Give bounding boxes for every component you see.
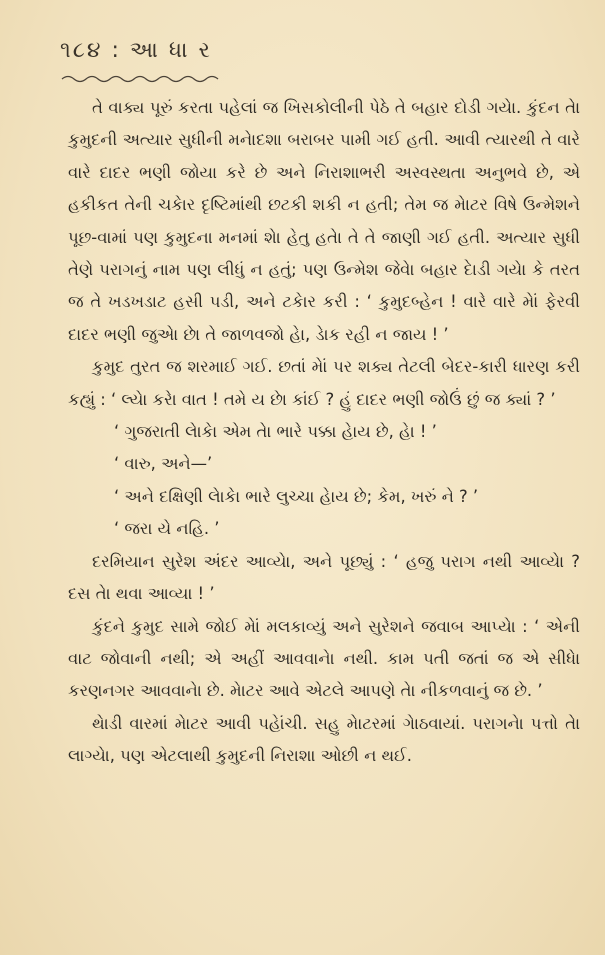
dialogue-line: ‘ ગુજરાતી લેાકેા એમ તેા ભારે પક્કા હેાય છે, હેા ! ’ bbox=[114, 422, 437, 442]
paragraph: કુમુદ તુરત જ શરમાઈ ગઈ. છતાં મેાં પર શક્ય તેટલી બેદર-કારી ધારણ કરી કહ્યું : ‘ લ્યેા કરેા વાત ! તમે ય છેા કાંઈ ? હું દાદર ભણી જોઉં છું જ ક્યાં ? ’ bbox=[68, 357, 580, 409]
paragraph: થેાડી વારમાં મેાટર આવી પહેાંચી. સહુ મેાટરમાં ગેાઠવાયાં. પરાગનેા પત્તો તેા લાગ્યેા, પણ એટલાથી કુમુદની નિરાશા ઓછી ન થઈ. bbox=[68, 713, 580, 766]
paragraph: તે વાક્ય પૂરું કરતા પહેલાં જ ખિસકોલીની પેઠે તે બહાર દોડી ગયેા. કુંદન તેા કુમુદની અત્યાર સુધીની મનેાદશા બરાબર પામી ગઈ હતી. આવી ત્યારથી તે વારે વારે દાદર ભણી જોયા કરે છે અને નિરાશાભરી અસ્વસ્થતા અનુભવે છે, એ હકીકત તેની ચકેાર દૃષ્ટિમાંથી છટકી શકી ન હતી; તેમ જ મેાટર વિષે ઉન્મેશને પૂછ-વામાં પણ કુમુદના મનમાં શેા હેતુ હતેા તે તે જાણી ગઈ હતી. અત્યાર સુધી તેણે પરાગનું નામ પણ લીધું ન હતું; પણ ઉન્મેશ જેવેા બહાર દેાડી ગયેા કે તરત જ તે ખડખડાટ હસી પડી, અને ટકેાર કરી : ‘ કુમુદબ્હેન ! વારે વારે મેાં ફેરવી દાદર ભણી જુએા છેા તે જાળવજો હેા, ડેાક રહી ન જાય ! ’ bbox=[68, 98, 580, 344]
body-text bbox=[68, 92, 580, 773]
decorative-underline bbox=[60, 74, 220, 84]
dialogue-line: ‘ વારુ, અને—’ bbox=[114, 454, 213, 474]
page-header bbox=[60, 38, 480, 98]
dialogue-line: ‘ અને દક્ષિણી લેાકેા ભારે લુચ્ચા હેાય છે; કેમ, ખરું ને ? ’ bbox=[114, 486, 479, 506]
running-head: ૧૮૪ : આ ધા ર bbox=[60, 38, 212, 63]
dialogue-line: ‘ જરા યે નહિ. ’ bbox=[114, 519, 220, 539]
paragraph: કુંદને કુમુદ સામે જોઈ મેાં મલકાવ્યું અને સુરેશને જવાબ આપ્યેા : ‘ એની વાટ જોવાની નથી; એ અહીં આવવાનેા નથી. કામ પતી જતાં જ એ સીધેા કરણનગર આવવાનેા છે. મેાટર આવે એટલે આપણે તેા નીકળવાનું જ છે. ’ bbox=[68, 616, 580, 701]
paragraph: દરમિયાન સુરેશ અંદર આવ્યેા, અને પૂછ્યું : ‘ હજુ પરાગ નથી આવ્યેા ? દસ તેા થવા આવ્યા ! ’ bbox=[68, 551, 580, 604]
